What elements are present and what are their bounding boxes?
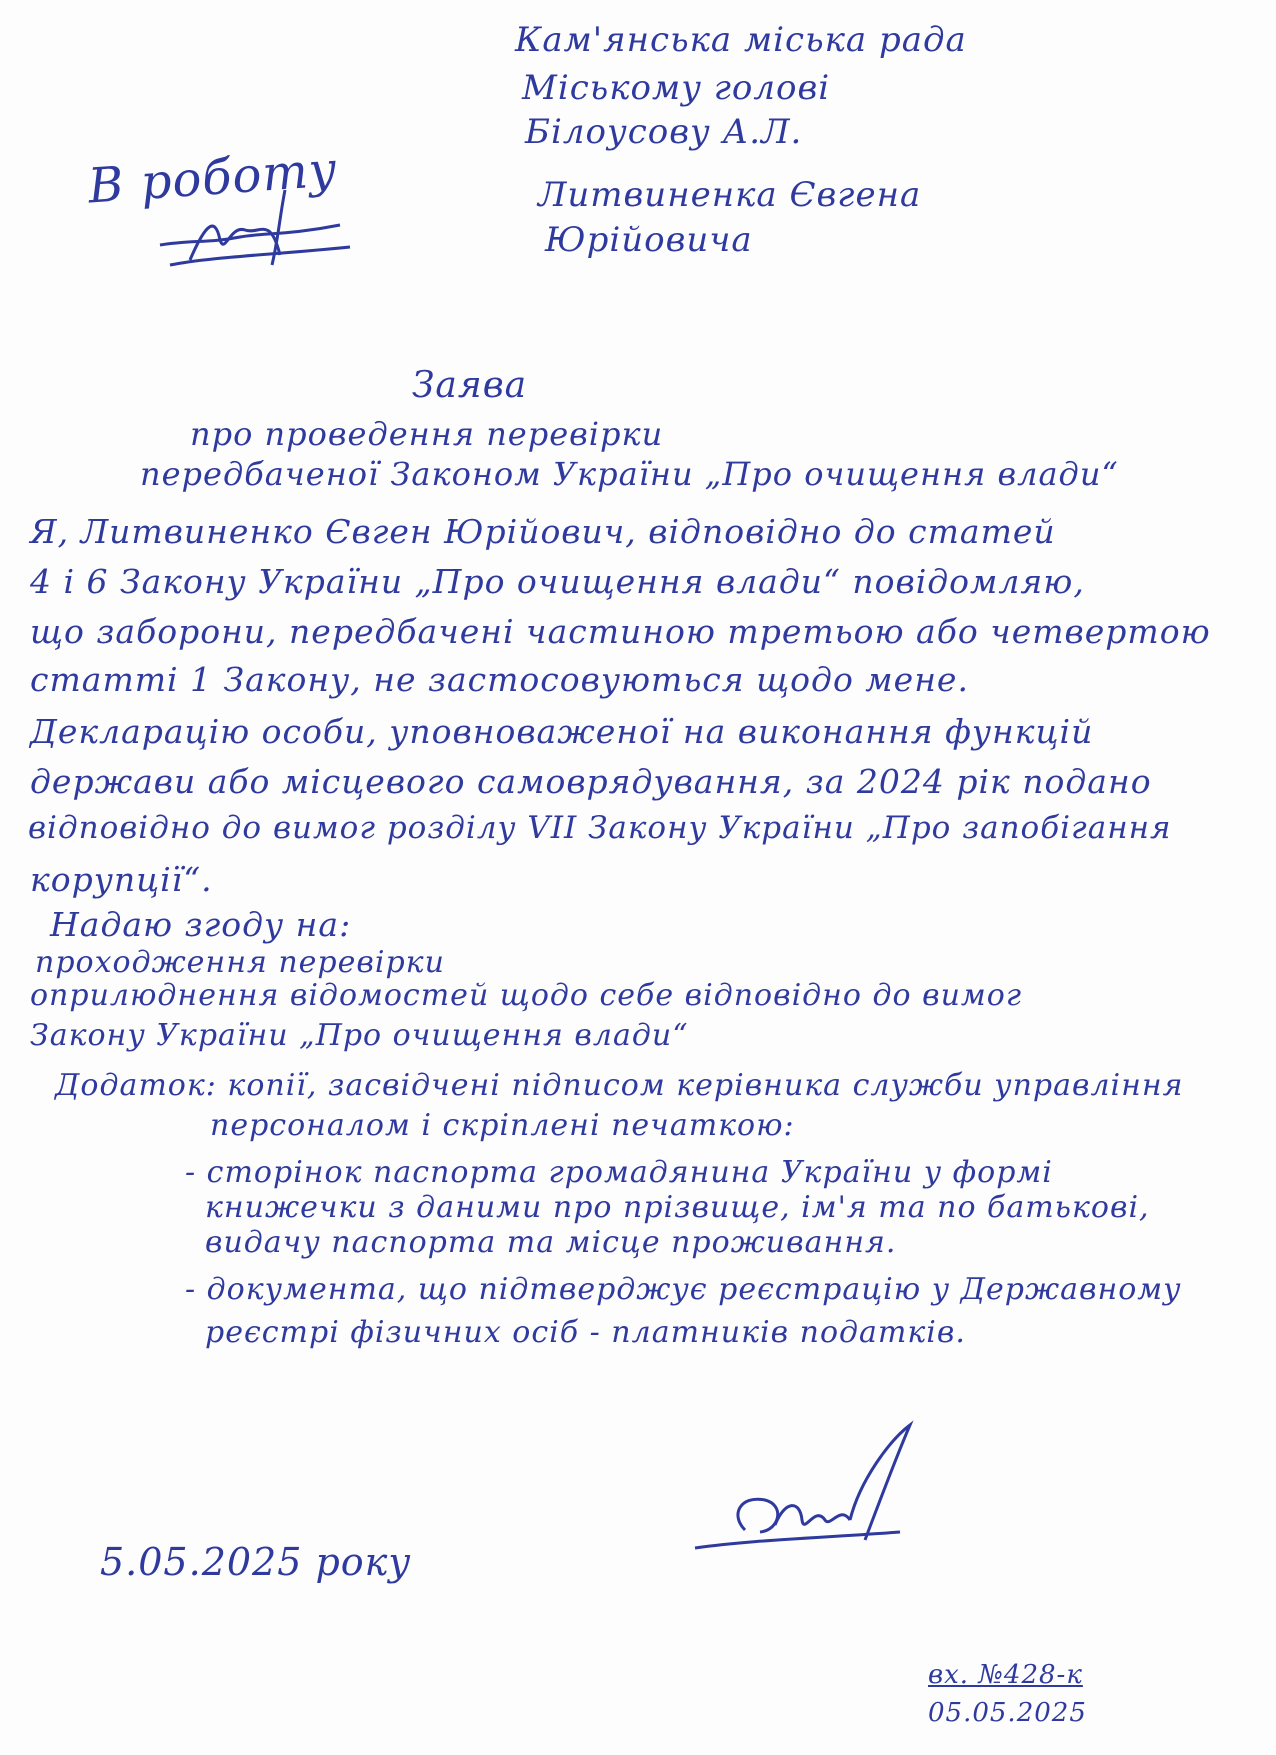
incoming-date: 05.05.2025 xyxy=(928,1698,1087,1728)
body-line: відповідно до вимог розділу VII Закону України „Про запобігання xyxy=(28,810,1172,846)
attachment-heading: Додаток: копії, засвідчені підписом керівника служби управління xyxy=(55,1068,1184,1103)
attachment-line: книжечки з даними про прізвище, ім'я та по батькові, xyxy=(205,1190,1150,1225)
sender-line-name: Литвиненка Євгена xyxy=(538,175,922,215)
consent-heading: Надаю згоду на: xyxy=(50,905,352,944)
consent-item: оприлюднення відомостей щодо себе відповідно до вимог xyxy=(30,978,1023,1013)
addressee-line-mayor: Міському голові xyxy=(522,68,831,108)
attachment-line: видачу паспорта та місце проживання. xyxy=(205,1225,897,1260)
document-subtitle-1: про проведення перевірки xyxy=(190,415,664,453)
body-line: статті 1 Закону, не застосовуються щодо мене. xyxy=(30,660,969,699)
attachment-line: персоналом і скріплені печаткою: xyxy=(210,1108,795,1143)
body-line: корупції“. xyxy=(30,860,213,899)
resolution-note: В роботу xyxy=(86,141,340,215)
body-line: 4 і 6 Закону України „Про очищення влади“ повідомляю, xyxy=(30,562,1085,601)
body-line: держави або місцевого самоврядування, за 2024 рік подано xyxy=(30,762,1152,801)
body-line: Декларацію особи, уповноваженої на виконання функцій xyxy=(30,712,1094,751)
addressee-line-council: Кам'янська міська рада xyxy=(515,20,967,60)
attachment-item: - сторінок паспорта громадянина України у формі xyxy=(185,1155,1053,1190)
body-line: що заборони, передбачені частиною третьою або четвертою xyxy=(30,612,1211,651)
attachment-line: реєстрі фізичних осіб - платників податків. xyxy=(205,1315,966,1350)
incoming-number: вх. №428-к xyxy=(928,1660,1083,1690)
body-line: Я, Литвиненко Євген Юрійович, відповідно до статей xyxy=(30,512,1056,551)
resolution-signature xyxy=(150,185,360,280)
sender-line-patronymic: Юрійовича xyxy=(545,220,753,260)
document-subtitle-2: передбаченої Законом України „Про очищення влади“ xyxy=(140,455,1119,493)
addressee-line-name: Білоусову А.Л. xyxy=(525,112,803,152)
document-date: 5.05.2025 року xyxy=(100,1540,412,1584)
applicant-signature xyxy=(690,1420,930,1570)
document-title: Заява xyxy=(412,365,528,406)
consent-item: проходження перевірки xyxy=(35,945,445,980)
consent-item: Закону України „Про очищення влади“ xyxy=(30,1018,689,1053)
attachment-item: - документа, що підтверджує реєстрацію у Державному xyxy=(185,1272,1182,1307)
